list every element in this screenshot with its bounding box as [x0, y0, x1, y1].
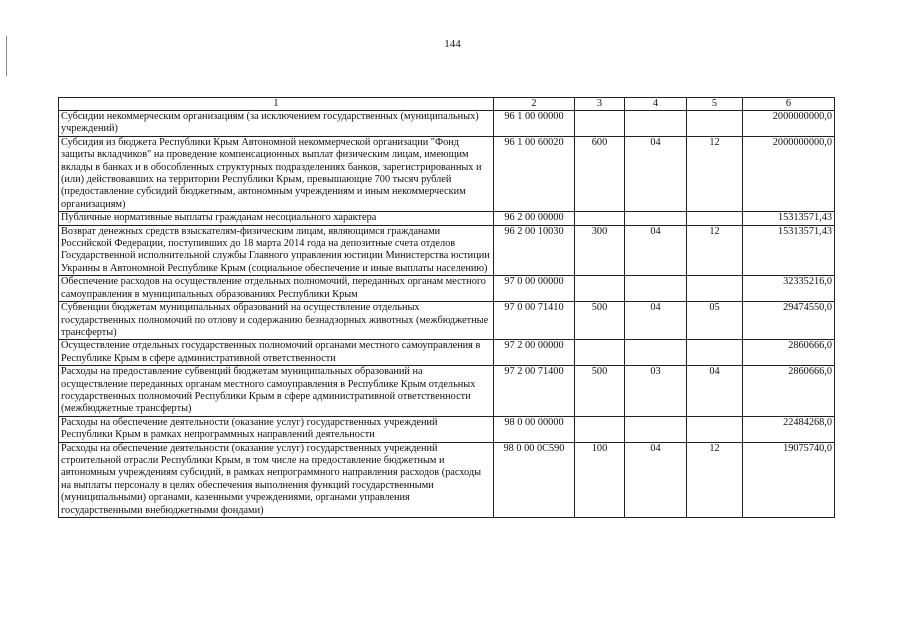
row-code: 96 1 00 00000 [494, 111, 575, 137]
row-subsection [687, 111, 743, 137]
row-amount: 29474550,0 [743, 302, 835, 340]
row-subsection [687, 416, 743, 442]
row-amount: 32335216,0 [743, 276, 835, 302]
row-name: Расходы на обеспечение деятельности (оказание услуг) государственных учреждений Республики Крым в рамках непрограммных направлений деятельности [59, 416, 494, 442]
row-expense-type: 500 [575, 302, 625, 340]
row-expense-type: 100 [575, 442, 625, 517]
row-code: 97 2 00 71400 [494, 366, 575, 417]
row-subsection [687, 340, 743, 366]
row-expense-type [575, 111, 625, 137]
row-code: 96 2 00 00000 [494, 212, 575, 225]
table-row [59, 276, 835, 302]
row-section: 04 [625, 442, 687, 517]
row-section [625, 111, 687, 137]
row-amount: 2000000000,0 [743, 111, 835, 137]
row-subsection: 04 [687, 366, 743, 417]
budget-table [58, 97, 835, 518]
row-expense-type: 600 [575, 136, 625, 211]
table-row [59, 340, 835, 366]
row-amount: 22484268,0 [743, 416, 835, 442]
row-name: Субсидия из бюджета Республики Крым Автономной некоммерческой организации "Фонд защиты вкладчиков" на проведение компенсационных выплат физическим лицам, имеющим вклады в банках и в обособленных структурных подразделениях банков, зарегистрированных и (или) действовавших на территории Республики Крым, превышающие 700 тысяч рублей (предоставление субсидий бюджетным, автономным учреждениям и иным некоммерческим организациям) [59, 136, 494, 211]
row-amount: 2000000000,0 [743, 136, 835, 211]
row-name: Субсидии некоммерческим организациям (за исключением государственных (муниципальных) учреждений) [59, 111, 494, 137]
row-name: Осуществление отдельных государственных полномочий органами местного самоуправления в Республике Крым в сфере административной ответственности [59, 340, 494, 366]
row-amount: 19075740,0 [743, 442, 835, 517]
table-row [59, 416, 835, 442]
row-subsection [687, 212, 743, 225]
row-name: Публичные нормативные выплаты гражданам несоциального характера [59, 212, 494, 225]
header-col-1: 1 [59, 98, 494, 111]
row-code: 96 1 00 60020 [494, 136, 575, 211]
row-code: 96 2 00 10030 [494, 225, 575, 276]
row-name: Расходы на предоставление субвенций бюджетам муниципальных образований на осуществление переданных органам местного самоуправления в Республике Крым отдельных государственных полномочий Республики Крым в сфере административной ответственности (межбюджетные трансферты) [59, 366, 494, 417]
row-section: 04 [625, 302, 687, 340]
table-row [59, 442, 835, 517]
row-expense-type [575, 212, 625, 225]
table-row [59, 225, 835, 276]
row-amount: 2860666,0 [743, 366, 835, 417]
row-code: 98 0 00 00000 [494, 416, 575, 442]
row-section [625, 340, 687, 366]
table-row [59, 111, 835, 137]
row-expense-type [575, 276, 625, 302]
table-row [59, 212, 835, 225]
row-subsection: 12 [687, 225, 743, 276]
row-amount: 2860666,0 [743, 340, 835, 366]
header-col-3: 3 [575, 98, 625, 111]
table-row [59, 366, 835, 417]
row-subsection [687, 276, 743, 302]
row-expense-type: 300 [575, 225, 625, 276]
row-section: 04 [625, 136, 687, 211]
row-expense-type [575, 340, 625, 366]
row-amount: 15313571,43 [743, 225, 835, 276]
header-col-6: 6 [743, 98, 835, 111]
header-col-5: 5 [687, 98, 743, 111]
row-name: Расходы на обеспечение деятельности (оказание услуг) государственных учреждений строительной отрасли Республики Крым, в том числе на предоставление бюджетным и автономным учреждениям субсидий, в рамках непрограммного направления расходов (расходы на выплаты персоналу в целях обеспечения выполнения функций государственными (муниципальными) органами, казенными учреждениями, органами управления государственными внебюджетными фондами) [59, 442, 494, 517]
row-section [625, 416, 687, 442]
row-section [625, 212, 687, 225]
row-expense-type [575, 416, 625, 442]
row-code: 97 0 00 71410 [494, 302, 575, 340]
row-code: 97 2 00 00000 [494, 340, 575, 366]
table-row [59, 302, 835, 340]
row-section [625, 276, 687, 302]
table-row [59, 136, 835, 211]
header-col-4: 4 [625, 98, 687, 111]
row-amount: 15313571,43 [743, 212, 835, 225]
row-code: 98 0 00 0С590 [494, 442, 575, 517]
page-number: 144 [444, 38, 461, 50]
row-name: Субвенции бюджетам муниципальных образований на осуществление отдельных государственных полномочий по отлову и содержанию безнадзорных животных (межбюджетные трансферты) [59, 302, 494, 340]
row-code: 97 0 00 00000 [494, 276, 575, 302]
header-col-2: 2 [494, 98, 575, 111]
row-section: 04 [625, 225, 687, 276]
row-subsection: 12 [687, 136, 743, 211]
header-row [59, 98, 835, 111]
row-subsection: 12 [687, 442, 743, 517]
row-section: 03 [625, 366, 687, 417]
row-name: Возврат денежных средств взыскателям-физическим лицам, являющимся гражданами Российской Федерации, поступивших до 18 марта 2014 года на депозитные счета отделов Государственной исполнительной службы Главного управления юстиции Министерства юстиции Украины в Автономной Республике Крым (социальное обеспечение и иные выплаты населению) [59, 225, 494, 276]
row-subsection: 05 [687, 302, 743, 340]
row-expense-type: 500 [575, 366, 625, 417]
row-name: Обеспечение расходов на осуществление отдельных полномочий, переданных органам местного самоуправления в муниципальных образованиях Республики Крым [59, 276, 494, 302]
